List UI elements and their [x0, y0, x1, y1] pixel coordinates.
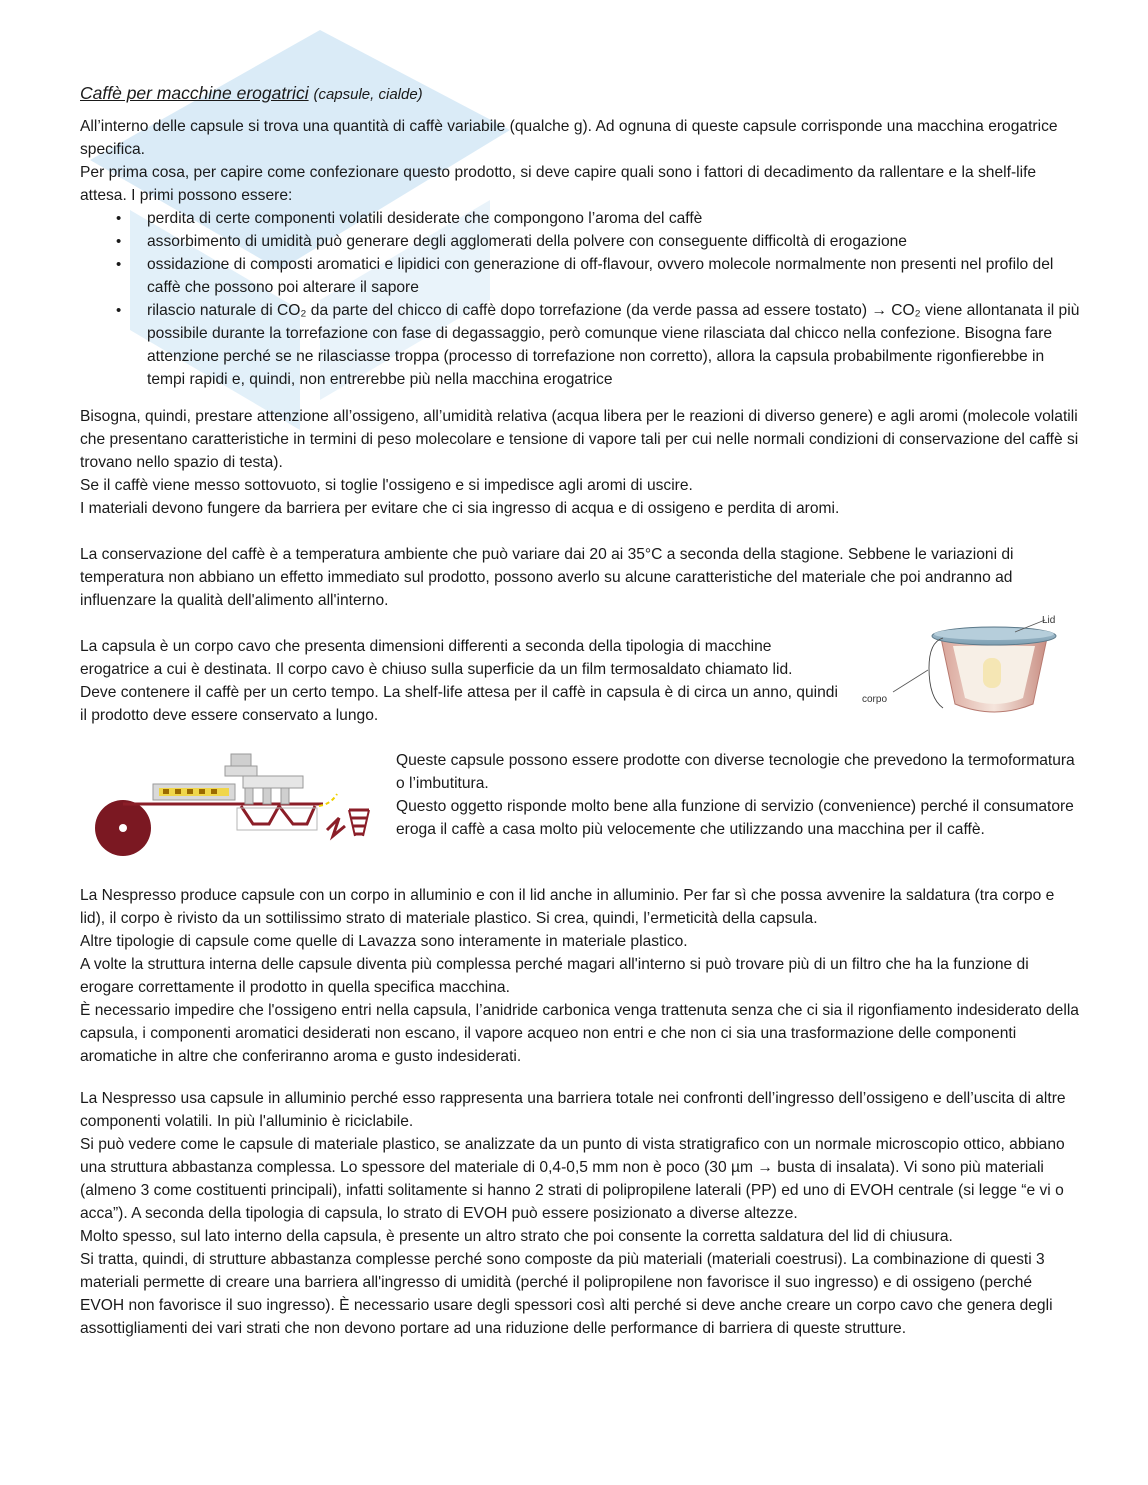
- paragraph: La conservazione del caffè è a temperatura ambiente che può variare dai 20 ai 35°C a seconda della stagione. Sebbene le variazioni di temperatura non abbiano un effetto immediato sul prodotto, possono averlo su alcune caratteristiche del materiale che poi andranno ad influenzare la qualità dell'alimento all'interno.: [80, 546, 1014, 609]
- decay-factors-list: [80, 207, 1080, 391]
- paragraph: Molto spesso, sul lato interno della capsula, è presente un altro strato che poi consente la corretta saldatura del lid di chiusura.: [80, 1228, 953, 1245]
- paragraph: È necessario impedire che l'ossigeno entri nella capsula, l’anidride carbonica venga trattenuta senza che ci sia il rigonfiamento indesiderato della capsula, i componenti aromatici desiderati non escano, il vapore acqueo non entri e che non ci sia una trasformazione delle componenti aromatiche in altre che conferiranno aroma e gusto indesiderati.: [80, 1002, 1079, 1065]
- paragraph: Bisogna, quindi, prestare attenzione all’ossigeno, all’umidità relativa (acqua libera per le reazioni di diverso genere) e agli aromi (molecole volatili che presentano caratteristiche in termini di peso molecolare e tensione di vapore tali per cui nelle normali condizioni di conservazione del caffè si trovano nello spazio di testa).: [80, 408, 1079, 471]
- lid-label: Lid: [1042, 615, 1056, 626]
- page-title: [80, 80, 423, 108]
- materials-section: [80, 1087, 1080, 1340]
- paragraph: Si tratta, quindi, di strutture abbastanza complesse perché sono composte da più materiali (materiali coestrusi). La combinazione di questi 3 materiali permette di creare una barriera all'ingresso di umidità (perché il polipropilene non favorisce il suo ingresso) e di ossigeno (perché EVOH non favorisce il suo ingresso). È necessario usare degli spessori così alti perché si deve anche creare un corpo cavo che genera degli assottigliamenti dei vari strati che non devono portare ad una riduzione delle performance di barriera di queste strutture.: [80, 1251, 1053, 1337]
- paragraph: A volte la struttura interna delle capsule diventa più complessa perché magari all'interno si può trovare più di un filtro che ha la funzione di erogare correttamente il prodotto in quella specifica macchina.: [80, 956, 1029, 996]
- nespresso-section: [80, 884, 1080, 1068]
- list-item: • rilascio naturale di CO₂ da parte del chicco di caffè dopo torrefazione (da verde passa ad essere tostato) → CO₂ viene allontanata il più possibile durante la torrefazione con fase di degassaggio, però comunque viene rilasciata dal chicco nella confezione. Bisogna fare attenzione perché se ne rilasciasse troppa (processo di torrefazione non corretto), allora la capsula probabilmente rigonfierebbe in tempi rapidi e, quindi, non entrerebbe più nella macchina erogatrice: [147, 299, 1080, 391]
- list-item: • assorbimento di umidità può generare degli agglomerati della polvere con conseguente difficoltà di erogazione: [147, 230, 1080, 253]
- paragraph: Deve contenere il caffè per un certo tempo. La shelf-life attesa per il caffè in capsula è di circa un anno, quindi il prodotto deve essere conservato a lungo.: [80, 684, 838, 724]
- intro-paragraph: Per prima cosa, per capire come confezionare questo prodotto, si deve capire quali sono i fattori di decadimento da rallentare e la shelf-life attesa. I primi possono essere:: [80, 164, 1037, 204]
- title-subtitle: (capsule, cialde): [313, 86, 423, 103]
- paragraph: La Nespresso usa capsule in alluminio perché esso rappresenta una barriera totale nei confronti dell’ingresso dell’ossigeno e dell’uscita di altre componenti volatili. In più l'alluminio è riciclabile.: [80, 1090, 1066, 1130]
- paragraph: Se il caffè viene messo sottovuoto, si toglie l'ossigeno e si impedisce agli aromi di uscire.: [80, 477, 693, 494]
- attention-section: [80, 405, 1080, 520]
- paragraph: Altre tipologie di capsule come quelle di Lavazza sono interamente in materiale plastico.: [80, 933, 688, 950]
- thermoforming-diagram: [93, 752, 383, 860]
- title-main: Caffè per macchine erogatrici: [80, 83, 309, 103]
- paragraph: La capsula è un corpo cavo che presenta dimensioni differenti a seconda della tipologia di macchine erogatrice a cui è destinata. Il corpo cavo è chiuso sulla superficie da un film termosaldato chiamato lid.: [80, 638, 793, 678]
- intro-paragraph: All’interno delle capsule si trova una quantità di caffè variabile (qualche g). Ad ognuna di queste capsule corrisponde una macchina erogatrice specifica.: [80, 118, 1058, 158]
- paragraph: La Nespresso produce capsule con un corpo in alluminio e con il lid anche in alluminio. Per far sì che possa avvenire la saldatura (tra corpo e lid), il corpo è rivisto da un sottilissimo strato di materiale plastico. Si crea, quindi, l’ermeticità della capsula.: [80, 887, 1055, 927]
- capsule-diagram: [855, 612, 1070, 724]
- thermoforming-illustration: [93, 752, 383, 860]
- paragraph: I materiali devono fungere da barriera per evitare che ci sia ingresso di acqua e di ossigeno e perdita di aromi.: [80, 500, 840, 517]
- production-section: [396, 749, 1086, 841]
- paragraph: Queste capsule possono essere prodotte con diverse tecnologie che prevedono la termoformatura o l’imbutitura.: [396, 752, 1075, 792]
- list-item: • ossidazione di composti aromatici e lipidici con generazione di off-flavour, ovvero molecole normalmente non presenti nel profilo del caffè che possono poi alterare il sapore: [147, 253, 1080, 299]
- conservation-section: [80, 543, 1080, 612]
- list-item: • perdita di certe componenti volatili desiderate che compongono l’aroma del caffè: [147, 207, 1080, 230]
- capsule-section: [80, 635, 840, 727]
- paragraph: Si può vedere come le capsule di materiale plastico, se analizzate da un punto di vista stratigrafico con un normale microscopio ottico, abbiano una struttura abbastanza complessa. Lo spessore del materiale di 0,4-0,5 mm non è poco (30 µm → busta di insalata). Vi sono più materiali (almeno 3 come costituenti principali), infatti solitamente si hanno 2 strati di polipropilene laterali (PP) ed uno di EVOH centrale (si legge “e vi o acca”). A seconda della tipologia di capsula, lo strato di EVOH può essere posizionato a diverse altezze.: [80, 1136, 1065, 1222]
- paragraph: Questo oggetto risponde molto bene alla funzione di servizio (convenience) perché il consumatore eroga il caffè a casa molto più velocemente che utilizzando una macchina per il caffè.: [396, 798, 1074, 838]
- capsule-illustration: [855, 612, 1070, 724]
- intro-section: [80, 115, 1080, 391]
- body-label: corpo: [862, 694, 888, 705]
